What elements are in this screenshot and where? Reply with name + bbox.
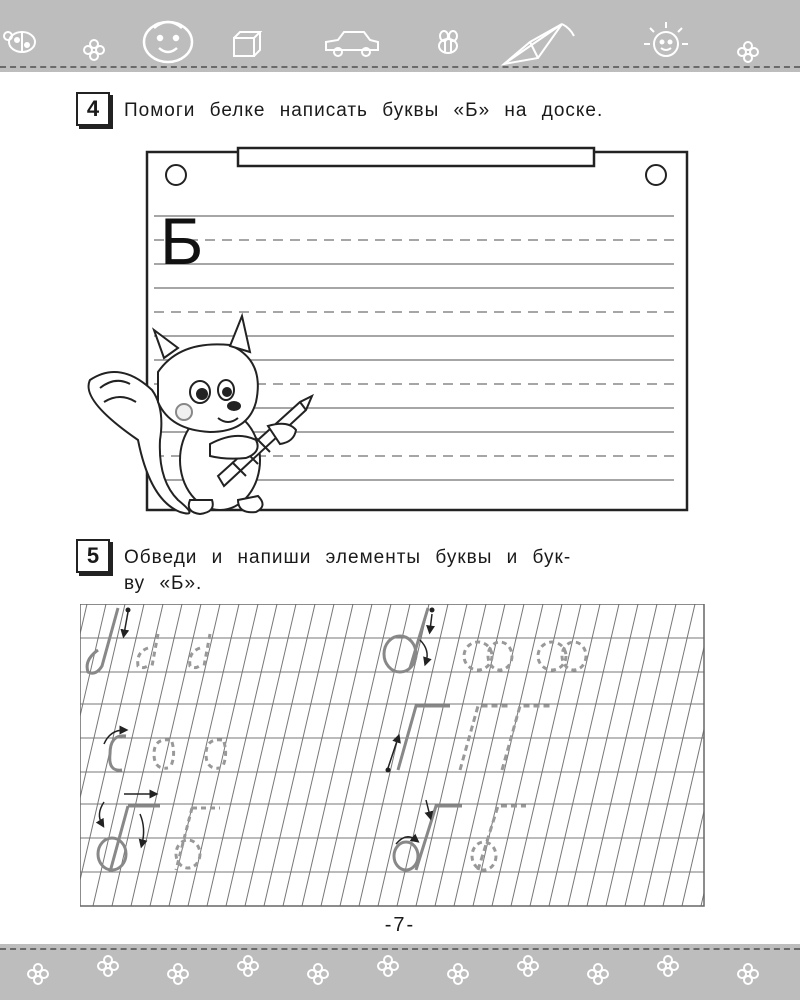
element-stem-loop [87, 608, 210, 674]
grid-slant-line [226, 604, 296, 906]
header-band [0, 0, 800, 72]
grid-slant-line [682, 604, 706, 906]
grid-slant-line [492, 604, 562, 906]
grid-slant-line [606, 604, 676, 906]
grid-slant-line [302, 604, 372, 906]
flower-icon [738, 964, 758, 984]
sun-icon [644, 22, 688, 56]
grid-slant-line [264, 604, 334, 906]
flower-icon [28, 964, 48, 984]
task-5-number: 5 [76, 539, 110, 573]
grid-slant-line [93, 604, 163, 906]
flower-icon [588, 964, 608, 984]
grid-slant-line [568, 604, 638, 906]
grid-slant-line [150, 604, 220, 906]
flower-icon [308, 964, 328, 984]
flower-icon [238, 956, 258, 976]
flower-icon [378, 956, 398, 976]
task-4-number: 4 [76, 92, 110, 126]
copybook-grid [80, 604, 706, 908]
flower-icon [518, 956, 538, 976]
grid-slant-line [397, 604, 467, 906]
task-5-instruction-line1: Обведи и напиши элементы буквы и бук- [124, 547, 572, 568]
page-number: -7- [384, 914, 416, 936]
smiling-face-icon [144, 22, 192, 62]
footer-band [0, 944, 800, 1000]
board-pin-right [646, 165, 666, 185]
flower-icon [738, 42, 758, 62]
ladybug-icon [4, 32, 35, 52]
flower-icon [84, 40, 104, 60]
grid-slant-line [207, 604, 277, 906]
writing-board [60, 140, 700, 525]
element-arc [104, 730, 226, 770]
board-letter: Б [160, 204, 204, 278]
task-5-instruction-line2: ву «Б». [124, 573, 203, 594]
flower-icon [448, 964, 468, 984]
grid-slant-line [80, 604, 87, 906]
header-icons [0, 0, 800, 72]
car-icon [326, 32, 378, 56]
board-pin-left [166, 165, 186, 185]
grid-slant-line [587, 604, 657, 906]
flower-icon [98, 956, 118, 976]
task-4-instruction: Помоги белке написать буквы «Б» на доске. [124, 100, 604, 121]
grid-slant-line [511, 604, 581, 906]
grid-slant-line [340, 604, 410, 906]
flower-icon [658, 956, 678, 976]
element-oval [384, 608, 586, 673]
grid-slant-line [625, 604, 695, 906]
cube-icon [234, 32, 260, 56]
grid-slant-line [283, 604, 353, 906]
flower-icon [168, 964, 188, 984]
grid-slant-line [245, 604, 315, 906]
footer-flowers [0, 944, 800, 1000]
grid-slant-line [80, 604, 106, 906]
grid-slant-line [473, 604, 543, 906]
grid-slant-line [435, 604, 505, 906]
grid-slant-line [321, 604, 391, 906]
grid-slant-line [80, 604, 125, 906]
grid-slant-line [644, 604, 706, 906]
kite-icon [504, 24, 574, 64]
grid-slant-line [378, 604, 448, 906]
board-shelf [238, 148, 594, 166]
grid-slant-line [131, 604, 201, 906]
bee-icon [439, 31, 457, 53]
